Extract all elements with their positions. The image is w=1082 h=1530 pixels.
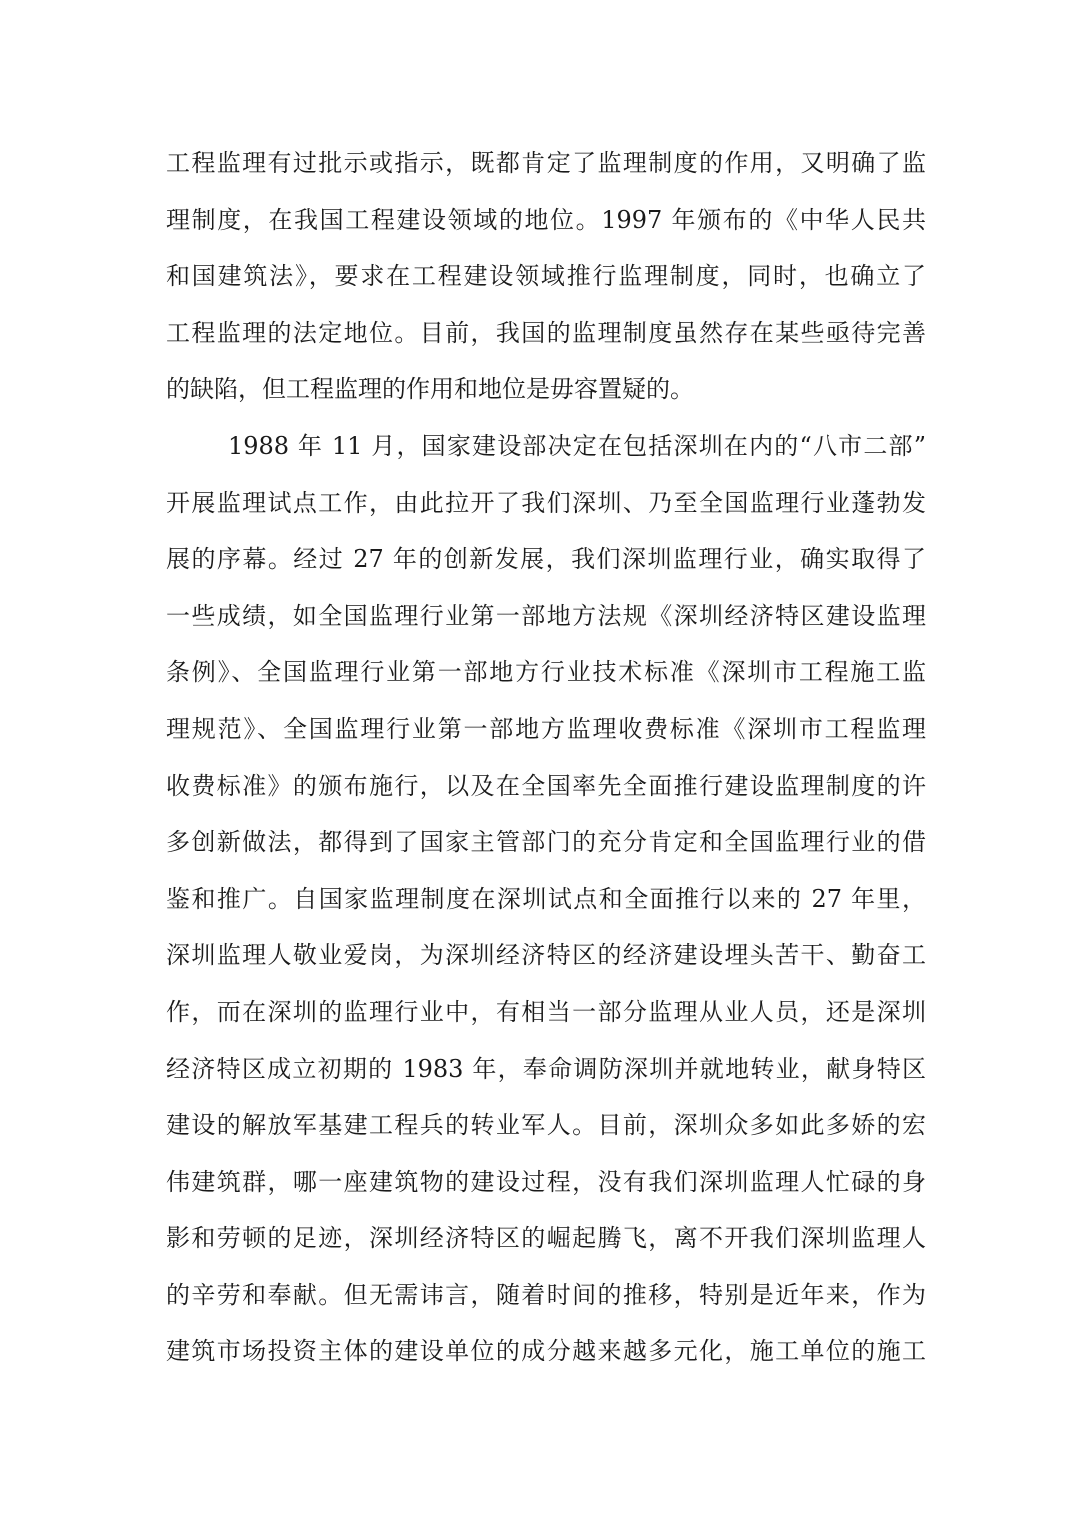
text-line: 建设的解放军基建工程兵的转业军人。目前，深圳众多如此多娇的宏 <box>166 1111 926 1140</box>
text-line: 深圳监理人敬业爱岗，为深圳经济特区的经济建设埋头苦干、勤奋工 <box>166 941 926 970</box>
text-line: 作，而在深圳的监理行业中，有相当一部分监理从业人员，还是深圳 <box>166 997 926 1026</box>
text-line: 理制度，在我国工程建设领域的地位。1997 年颁布的《中华人民共 <box>166 205 926 234</box>
text-line: 和国建筑法》，要求在工程建设领域推行监理制度，同时，也确立了 <box>166 262 926 291</box>
text-line: 一些成绩，如全国监理行业第一部地方法规《深圳经济特区建设监理 <box>166 601 926 630</box>
text-line: 多创新做法，都得到了国家主管部门的充分肯定和全国监理行业的借 <box>166 828 926 857</box>
text-line: 鉴和推广。自国家监理制度在深圳试点和全面推行以来的 27 年里， <box>166 884 926 913</box>
text-line: 经济特区成立初期的 1983 年，奉命调防深圳并就地转业，献身特区 <box>166 1054 926 1083</box>
text-line: 工程监理的法定地位。目前，我国的监理制度虽然存在某些亟待完善 <box>166 318 926 347</box>
text-line: 建筑市场投资主体的建设单位的成分越来越多元化，施工单位的施工 <box>166 1337 926 1366</box>
text-line: 收费标准》的颁布施行，以及在全国率先全面推行建设监理制度的许 <box>166 771 926 800</box>
text-line: 的辛劳和奉献。但无需讳言，随着时间的推移，特别是近年来，作为 <box>166 1280 926 1309</box>
text-line: 伟建筑群，哪一座建筑物的建设过程，没有我们深圳监理人忙碌的身 <box>166 1167 926 1196</box>
text-line: 开展监理试点工作，由此拉开了我们深圳、乃至全国监理行业蓬勃发 <box>166 488 926 517</box>
body-text <box>166 135 926 1380</box>
text-line: 条例》、全国监理行业第一部地方行业技术标准《深圳市工程施工监 <box>166 658 926 687</box>
text-line: 工程监理有过批示或指示，既都肯定了监理制度的作用，又明确了监 <box>166 149 926 177</box>
text-line: 理规范》、全国监理行业第一部地方监理收费标准《深圳市工程监理 <box>166 714 926 743</box>
text-line: 影和劳顿的足迹，深圳经济特区的崛起腾飞，离不开我们深圳监理人 <box>166 1224 926 1253</box>
text-line: 的缺陷，但工程监理的作用和地位是毋容置疑的。 <box>166 375 694 404</box>
text-line: 1988 年 11 月，国家建设部决定在包括深圳在内的“八市二部” <box>228 431 926 460</box>
text-line: 展的序幕。经过 27 年的创新发展，我们深圳监理行业，确实取得了 <box>166 545 926 574</box>
